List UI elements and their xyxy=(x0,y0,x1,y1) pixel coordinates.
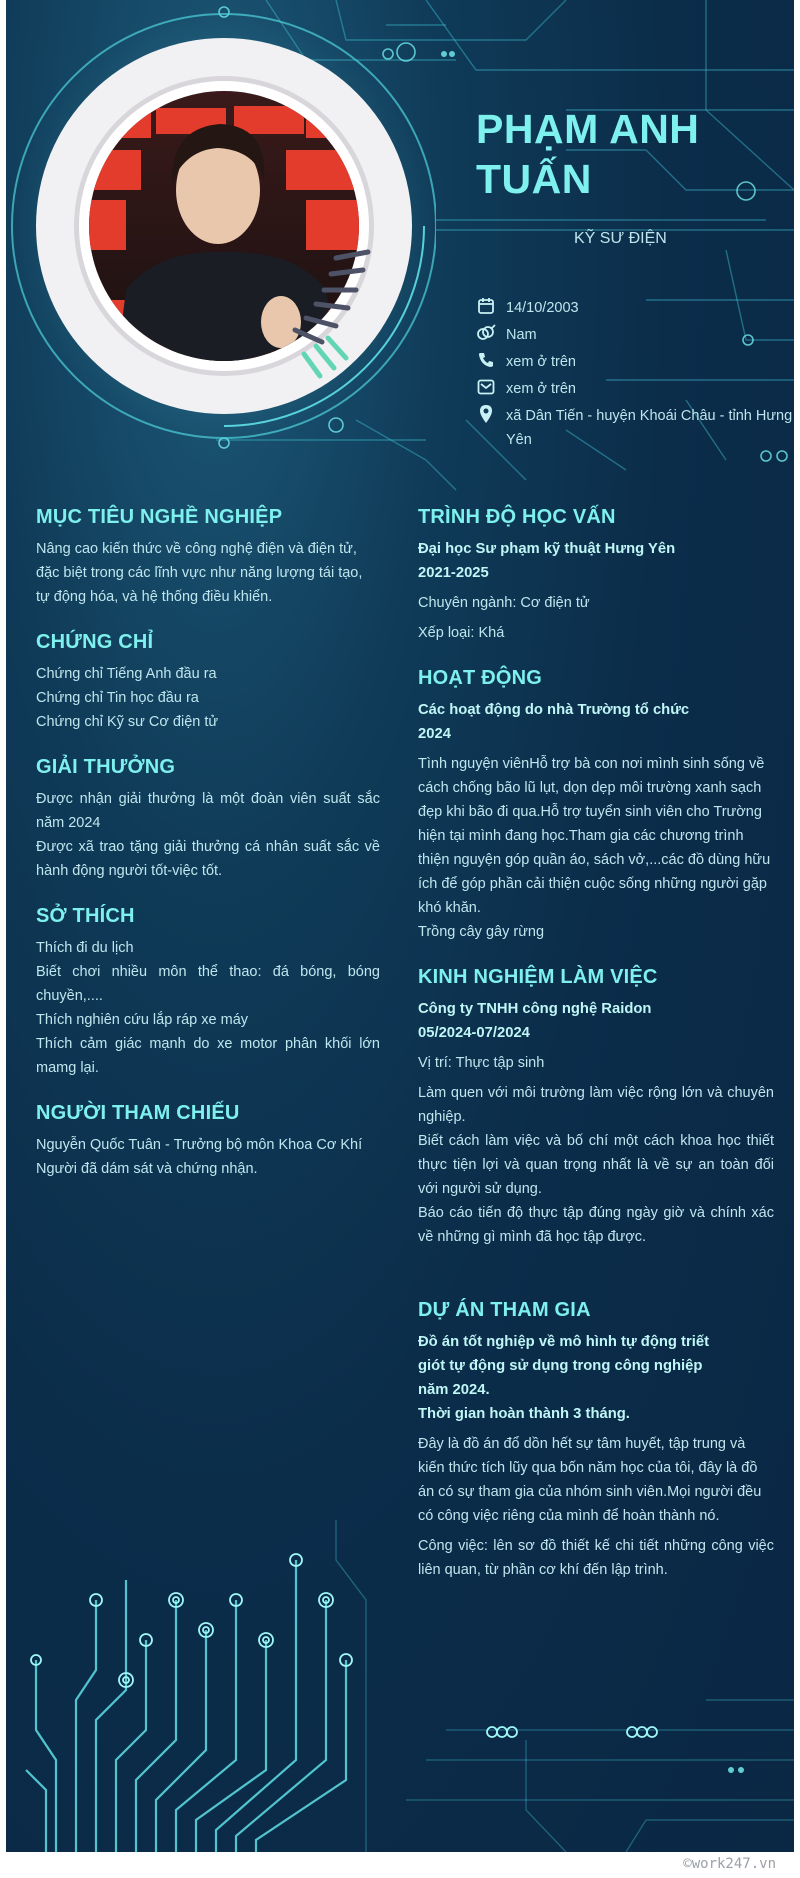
list-item: Làm quen với môi trường làm việc rộng lớn và chuyên nghiệp. xyxy=(418,1085,774,1125)
objective-text: Nâng cao kiến thức về công nghệ điện và điện tử, đặc biệt trong các lĩnh vực như năng lượng tái tạo, tự động hóa, và hệ thống điều khiển. xyxy=(36,541,363,605)
list-item: Thích cảm giác mạnh do xe motor phân khối lớn mamg lại. xyxy=(36,1036,380,1076)
address-text: xã Dân Tiến - huyện Khoái Châu - tỉnh Hưng Yên xyxy=(506,408,793,448)
info-phone xyxy=(466,350,794,374)
project-text: Đây là đồ án đổ dồn hết sự tâm huyết, tập trung và kiến thức tích lũy qua bốn năm học của tôi, đây là đồ án có sự tham gia của nhóm sinh viên.Mọi người đều có công việc riêng của mình để hoàn thành nó. xyxy=(418,1436,762,1524)
section-title: KINH NGHIỆM LÀM VIỆC xyxy=(418,966,658,988)
list-item: Chứng chỉ Kỹ sư Cơ điện tử xyxy=(36,714,219,730)
section-certificates xyxy=(36,631,380,734)
project-heading-line: năm 2024. xyxy=(418,1382,490,1398)
info-address xyxy=(466,404,794,452)
experience-position: Vị trí: Thực tập sinh xyxy=(418,1055,545,1071)
name-line-1: PHẠM ANH xyxy=(476,106,700,152)
job-title: KỸ SƯ ĐIỆN xyxy=(574,230,667,247)
company-name: Công ty TNHH công nghệ Raidon xyxy=(418,1001,652,1017)
gender-icon xyxy=(466,323,506,343)
section-title: GIẢI THƯỞNG xyxy=(36,756,176,778)
section-activities xyxy=(418,667,774,944)
section-title: HOẠT ĐỘNG xyxy=(418,667,543,689)
candidate-name xyxy=(476,104,776,204)
project-heading-line: giót tự động sử dụng trong công nghiệp xyxy=(418,1358,703,1374)
email-icon xyxy=(466,377,506,397)
section-objective xyxy=(36,506,380,609)
email-text: xem ở trên xyxy=(506,381,576,397)
education-rank: Xếp loại: Khá xyxy=(418,625,505,641)
project-heading-line: Thời gian hoàn thành 3 tháng. xyxy=(418,1406,630,1422)
list-item: Biết chơi nhiều môn thể thao: đá bóng, bóng chuyền,.... xyxy=(36,964,380,1004)
section-title: TRÌNH ĐỘ HỌC VẤN xyxy=(418,506,616,528)
list-item: Người đã dám sát và chứng nhận. xyxy=(36,1161,258,1177)
section-projects xyxy=(418,1299,774,1582)
section-title: MỤC TIÊU NGHỀ NGHIỆP xyxy=(36,506,283,528)
left-column xyxy=(36,506,380,1203)
list-item: Báo cáo tiến độ thực tập đúng ngày giờ và chính xác về những gì mình đã học tập được. xyxy=(418,1205,774,1245)
school-name: Đại học Sư phạm kỹ thuật Hưng Yên xyxy=(418,541,676,557)
watermark: ©work247.vn xyxy=(683,1856,776,1872)
section-education xyxy=(418,506,774,645)
right-column xyxy=(418,506,774,1604)
activity-extra: Trồng cây gây rừng xyxy=(418,924,545,940)
project-heading-line: Đồ án tốt nghiệp về mô hình tự động triết xyxy=(418,1334,710,1350)
info-birthdate xyxy=(466,296,794,320)
gender-text: Nam xyxy=(506,327,537,343)
list-item: Chứng chỉ Tiếng Anh đầu ra xyxy=(36,666,217,682)
footer xyxy=(0,1852,800,1878)
section-title: CHỨNG CHỈ xyxy=(36,631,154,653)
activity-org: Các hoạt động do nhà Trường tổ chức xyxy=(418,702,690,718)
location-icon xyxy=(466,404,506,424)
cv-page xyxy=(6,0,794,1852)
info-email xyxy=(466,377,794,401)
section-hobbies xyxy=(36,905,380,1080)
education-major: Chuyên ngành: Cơ điện tử xyxy=(418,595,590,611)
section-awards xyxy=(36,756,380,883)
birthdate-text: 14/10/2003 xyxy=(506,300,579,316)
activity-year: 2024 xyxy=(418,726,451,742)
list-item: Chứng chỉ Tin học đầu ra xyxy=(36,690,199,706)
list-item: Nguyễn Quốc Tuân - Trưởng bộ môn Khoa Cơ Khí xyxy=(36,1137,363,1153)
section-title: NGƯỜI THAM CHIẾU xyxy=(36,1102,240,1124)
personal-info xyxy=(466,296,794,455)
section-experience xyxy=(418,966,774,1249)
section-references xyxy=(36,1102,380,1181)
section-title: DỰ ÁN THAM GIA xyxy=(418,1299,591,1321)
phone-icon xyxy=(466,350,506,370)
phone-text: xem ở trên xyxy=(506,354,576,370)
project-work: Công việc: lên sơ đồ thiết kế chi tiết những công việc liên quan, từ phần cơ khí đến lập trình. xyxy=(418,1538,774,1578)
experience-period: 05/2024-07/2024 xyxy=(418,1025,530,1041)
list-item: Thích nghiên cứu lắp ráp xe máy xyxy=(36,1012,249,1028)
section-title: SỞ THÍCH xyxy=(36,905,135,927)
list-item: Thích đi du lịch xyxy=(36,940,134,956)
info-gender xyxy=(466,323,794,347)
activity-text: Tình nguyện viênHỗ trợ bà con nơi mình sinh sống về cách chống bão lũ lụt, dọn dẹp môi trường xanh sạch đẹp khi bão đi qua.Hỗ trợ tuyển sinh viên cho Trường hiện tại mình đang học.Tham gia các chương trình thiện nguyện góp quần áo, sách vở,...các đồ dùng hữu ích để góp phần cải thiện cuộc sống những người gặp khó khăn. xyxy=(418,756,771,916)
list-item: Được nhận giải thưởng là một đoàn viên suất sắc năm 2024 xyxy=(36,791,380,831)
calendar-icon xyxy=(466,296,506,316)
list-item: Biết cách làm việc và bố chí một cách khoa học thiết thực tiện lợi và quan trọng nhất là về sự an toàn đối với người sử dụng. xyxy=(418,1133,774,1197)
profile-photo-frame xyxy=(6,0,436,460)
education-period: 2021-2025 xyxy=(418,565,489,581)
name-line-2: TUẤN xyxy=(476,156,592,202)
list-item: Được xã trao tặng giải thưởng cá nhân suất sắc về hành động người tốt-việc tốt. xyxy=(36,839,380,879)
